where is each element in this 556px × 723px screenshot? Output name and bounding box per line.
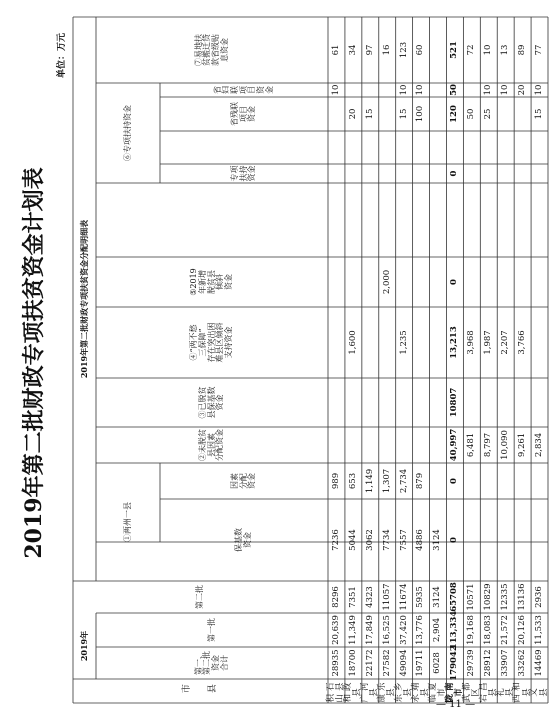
cell-s4: 13,213 xyxy=(449,326,460,359)
cell-s6a xyxy=(345,164,362,183)
cell-s1b xyxy=(531,463,548,499)
cell-s3 xyxy=(430,378,447,427)
cell-s4 xyxy=(430,307,447,378)
cell-second: 11057 xyxy=(381,583,392,611)
cell-s1b xyxy=(514,463,531,499)
cell-s1a: 0 xyxy=(449,537,460,543)
cell-s6c xyxy=(345,83,362,97)
cell-s1a: 5044 xyxy=(347,529,358,551)
cell-s6b xyxy=(430,97,447,131)
cell-s2: 10,090 xyxy=(500,430,511,460)
cell-total: 28912 xyxy=(483,649,494,677)
cell-s1b xyxy=(497,463,514,499)
cell-total: 18700 xyxy=(347,649,358,677)
cell-s6c xyxy=(379,83,396,97)
cell-second: 10571 xyxy=(466,583,477,611)
cell-s6b: 20 xyxy=(347,108,358,120)
cell-s1b: 989 xyxy=(330,472,341,490)
header-detail-group: 2019年第二批财政专项扶贫资金分配明细表 xyxy=(79,219,90,379)
cell-s3 xyxy=(396,378,413,427)
cell-s6b: 50 xyxy=(466,108,477,120)
cell-s3 xyxy=(345,378,362,427)
cell-second: 11674 xyxy=(398,583,409,611)
cell-s7 xyxy=(430,17,447,83)
cell-s1b: 879 xyxy=(415,472,426,490)
cell-s6b: 15 xyxy=(398,108,409,120)
cell-s2 xyxy=(379,427,396,463)
cell-s1b: 2,734 xyxy=(398,468,409,494)
cell-s1a: 3124 xyxy=(432,529,443,551)
cell-first: 20,126 xyxy=(517,615,528,645)
cell-s5 xyxy=(480,257,497,307)
cell-s6b xyxy=(328,97,345,131)
cell-s3 xyxy=(362,378,379,427)
header-sec6-disabled: 省残联 项目 资金 xyxy=(230,102,257,126)
cell-s5 xyxy=(430,257,447,307)
cell-first: 18,083 xyxy=(483,615,494,645)
cell-first: 113,334 xyxy=(449,610,460,650)
cell-s6a xyxy=(328,164,345,183)
cell-s7: 60 xyxy=(415,44,426,56)
cell-s3 xyxy=(463,378,480,427)
cell-s7: 521 xyxy=(449,41,460,59)
cell-s2 xyxy=(396,427,413,463)
cell-s5 xyxy=(345,257,362,307)
cell-s6c: 10 xyxy=(483,84,494,96)
cell-s2 xyxy=(413,427,430,463)
cell-second: 13136 xyxy=(517,583,528,611)
cell-total: 33907 xyxy=(500,649,511,677)
header-sec3: ③已脱贫 县保基数 资金 xyxy=(198,386,225,419)
unit-label: 单位：万元 xyxy=(57,33,68,79)
row-region-name: 礼 县 xyxy=(495,673,515,697)
cell-s3 xyxy=(514,378,531,427)
cell-s6b xyxy=(379,97,396,131)
header-sec1-factor: 因素 分配 资金 xyxy=(230,473,257,489)
cell-s4 xyxy=(413,307,430,378)
cell-s7: 10 xyxy=(483,44,494,56)
header-sec2: ②未脱贫 县因素 分配资金 xyxy=(198,429,225,461)
cell-s6c: 10 xyxy=(533,84,544,96)
cell-s6b: 25 xyxy=(483,108,494,120)
cell-first: 17,849 xyxy=(364,615,375,645)
cell-first: 19,168 xyxy=(466,615,477,645)
cell-s1b xyxy=(480,463,497,499)
cell-second: 12335 xyxy=(500,583,511,611)
cell-s3 xyxy=(328,378,345,427)
cell-second: 2936 xyxy=(533,586,544,608)
cell-s1a xyxy=(480,499,497,581)
row-region-name: 西和县 xyxy=(512,679,532,703)
cell-s4 xyxy=(379,307,396,378)
cell-s1b xyxy=(463,463,480,499)
header-sec4: ④“两不愁 三保障” 存在突出困 难县区倾斜 支持资金 xyxy=(189,322,233,363)
row-region-name: 和政县 xyxy=(343,679,363,703)
cell-s6b: 120 xyxy=(449,105,460,123)
row-region-name: 文 县 xyxy=(529,673,549,697)
header-second-batch: 第二批 xyxy=(195,585,205,609)
cell-s6b: 15 xyxy=(533,108,544,120)
cell-s1b: 1,149 xyxy=(364,468,375,494)
cell-s3: 10807 xyxy=(449,387,460,418)
cell-s1a xyxy=(514,499,531,581)
cell-total: 28935 xyxy=(330,649,341,677)
row-region-name: 宕昌县 xyxy=(478,679,498,703)
cell-s6a xyxy=(514,164,531,183)
cell-s6a xyxy=(430,164,447,183)
cell-s5 xyxy=(413,257,430,307)
cell-s2 xyxy=(345,427,362,463)
cell-s6a: 0 xyxy=(449,170,460,177)
cell-second: 7351 xyxy=(347,586,358,608)
cell-s4 xyxy=(328,307,345,378)
cell-first: 20,639 xyxy=(330,615,341,645)
cell-s4: 3,968 xyxy=(466,330,477,355)
cell-first: 13,776 xyxy=(415,615,426,645)
cell-s6b xyxy=(497,97,514,131)
cell-total: 19711 xyxy=(415,649,426,677)
header-first-batch: 第一批 xyxy=(206,618,216,642)
cell-second: 3124 xyxy=(432,586,443,608)
cell-total: 33262 xyxy=(517,649,528,677)
cell-s6c: 50 xyxy=(449,84,460,96)
cell-s7: 61 xyxy=(330,44,341,56)
cell-s2 xyxy=(362,427,379,463)
cell-total: 179042 xyxy=(449,645,460,681)
cell-s6a xyxy=(480,164,497,183)
page-title: 2019年第二批财政专项扶贫资金计划表 xyxy=(21,167,48,559)
cell-s1a: 7734 xyxy=(381,529,392,551)
header-total: 第一、 第二批 资金 合计 xyxy=(193,651,229,675)
cell-s6a xyxy=(362,164,379,183)
cell-s1b xyxy=(430,463,447,499)
cell-second: 10829 xyxy=(483,583,494,611)
cell-s4: 1,987 xyxy=(483,330,494,355)
cell-s2: 6,481 xyxy=(466,432,477,458)
cell-s1a xyxy=(497,499,514,581)
cell-s6c: 20 xyxy=(517,84,528,96)
cell-s5 xyxy=(396,257,413,307)
cell-s1a: 7236 xyxy=(330,529,341,551)
cell-s6a xyxy=(497,164,514,183)
cell-second: 65708 xyxy=(449,582,460,612)
cell-s6c xyxy=(430,83,447,97)
cell-s5 xyxy=(514,257,531,307)
header-sec1: ①两州一县 xyxy=(122,502,132,542)
row-region-name: 积石山县 xyxy=(326,679,346,703)
cell-s2: 40,997 xyxy=(449,428,460,462)
cell-s6c: 10 xyxy=(398,84,409,96)
cell-s6a xyxy=(396,164,413,183)
cell-s5 xyxy=(328,257,345,307)
cell-s6c: 10 xyxy=(415,84,426,96)
cell-s7: 123 xyxy=(398,41,409,59)
header-sec5: ⑤2019 年新增 脱贫县 倾斜 资金 xyxy=(189,268,233,296)
cell-s5 xyxy=(362,257,379,307)
cell-first: 16,525 xyxy=(381,615,392,645)
row-region-name: 陇南市 xyxy=(444,679,464,703)
cell-s2 xyxy=(328,427,345,463)
header-sec7: ⑦易地扶 贫搬迁贷 款省级贴 息资金 xyxy=(193,34,229,66)
cell-s1a xyxy=(463,499,480,581)
cell-s2: 9,261 xyxy=(517,432,528,458)
cell-first: 11,349 xyxy=(347,615,358,645)
cell-total: 22172 xyxy=(364,649,375,677)
cell-s4 xyxy=(531,307,548,378)
cell-s4 xyxy=(362,307,379,378)
cell-s7: 13 xyxy=(500,44,511,56)
cell-s1a: 4886 xyxy=(415,529,426,551)
cell-s5 xyxy=(463,257,480,307)
cell-s7: 77 xyxy=(533,44,544,56)
row-region-name: 武都区 xyxy=(461,679,481,703)
cell-s3 xyxy=(480,378,497,427)
row-region-name: 临夏市 xyxy=(427,679,447,703)
cell-s6a xyxy=(531,164,548,183)
header-sec6-special: 专项 扶持 资金 xyxy=(230,165,257,182)
cell-s1b: 653 xyxy=(347,472,358,490)
cell-s6b: 100 xyxy=(415,105,426,123)
page-number: — 11 — xyxy=(436,699,476,710)
cell-s3 xyxy=(497,378,514,427)
cell-s6a xyxy=(413,164,430,183)
cell-s3 xyxy=(413,378,430,427)
cell-total: 49094 xyxy=(398,649,409,677)
cell-s1a: 3062 xyxy=(364,529,375,551)
cell-s2 xyxy=(430,427,447,463)
cell-s1a xyxy=(531,499,548,581)
cell-second: 5935 xyxy=(415,586,426,608)
header-sec6-women: 省妇联 项目 资金 xyxy=(212,86,274,94)
cell-second: 4323 xyxy=(364,586,375,608)
cell-s1a: 7557 xyxy=(398,529,409,551)
cell-s6c: 10 xyxy=(500,84,511,96)
cell-s7: 89 xyxy=(517,44,528,56)
cell-s4: 1,600 xyxy=(347,330,358,355)
cell-s1b: 1,307 xyxy=(381,468,392,494)
cell-s4: 1,235 xyxy=(398,330,409,355)
cell-total: 14469 xyxy=(533,649,544,677)
header-sec1-base: 保基数 资金 xyxy=(234,528,252,552)
header-year-2019: 2019年 xyxy=(79,630,90,662)
cell-s5: 2,000 xyxy=(381,269,392,295)
cell-s7: 97 xyxy=(364,44,375,56)
row-region-name: 永靖县 xyxy=(410,679,431,703)
cell-s6c xyxy=(463,83,480,97)
cell-s6b: 15 xyxy=(364,108,375,120)
cell-total: 29739 xyxy=(466,649,477,677)
cell-s5 xyxy=(531,257,548,307)
cell-s5: 0 xyxy=(449,279,460,285)
cell-s6a xyxy=(463,164,480,183)
cell-first: 37,420 xyxy=(398,615,409,645)
cell-s7: 16 xyxy=(381,44,392,56)
cell-s2: 2,834 xyxy=(533,432,544,458)
header-sec6: ⑥专项扶持资金 xyxy=(122,105,132,161)
row-region-name: 康乐县 xyxy=(377,679,397,703)
cell-s1b: 0 xyxy=(449,478,460,484)
cell-s7: 72 xyxy=(466,44,477,56)
cell-first: 2,904 xyxy=(432,617,443,643)
cell-s2: 8,797 xyxy=(483,432,494,458)
cell-s6c xyxy=(362,83,379,97)
cell-s7: 34 xyxy=(347,44,358,56)
cell-s4: 2,207 xyxy=(500,330,511,355)
cell-first: 11,533 xyxy=(533,615,544,645)
cell-second: 8296 xyxy=(330,586,341,608)
cell-s6c: 10 xyxy=(330,84,341,96)
row-region-name: 东乡县 xyxy=(393,679,414,703)
cell-s5 xyxy=(497,257,514,307)
header-region: 市 县 xyxy=(181,685,220,696)
cell-total: 27582 xyxy=(381,649,392,677)
cell-s3 xyxy=(531,378,548,427)
cell-s4: 3,766 xyxy=(517,330,528,355)
cell-s6b xyxy=(514,97,531,131)
cell-total: 6028 xyxy=(432,652,443,674)
cell-s6a xyxy=(379,164,396,183)
row-region-name: 广河县 xyxy=(360,679,380,703)
cell-first: 21,572 xyxy=(500,615,511,645)
cell-s3 xyxy=(379,378,396,427)
